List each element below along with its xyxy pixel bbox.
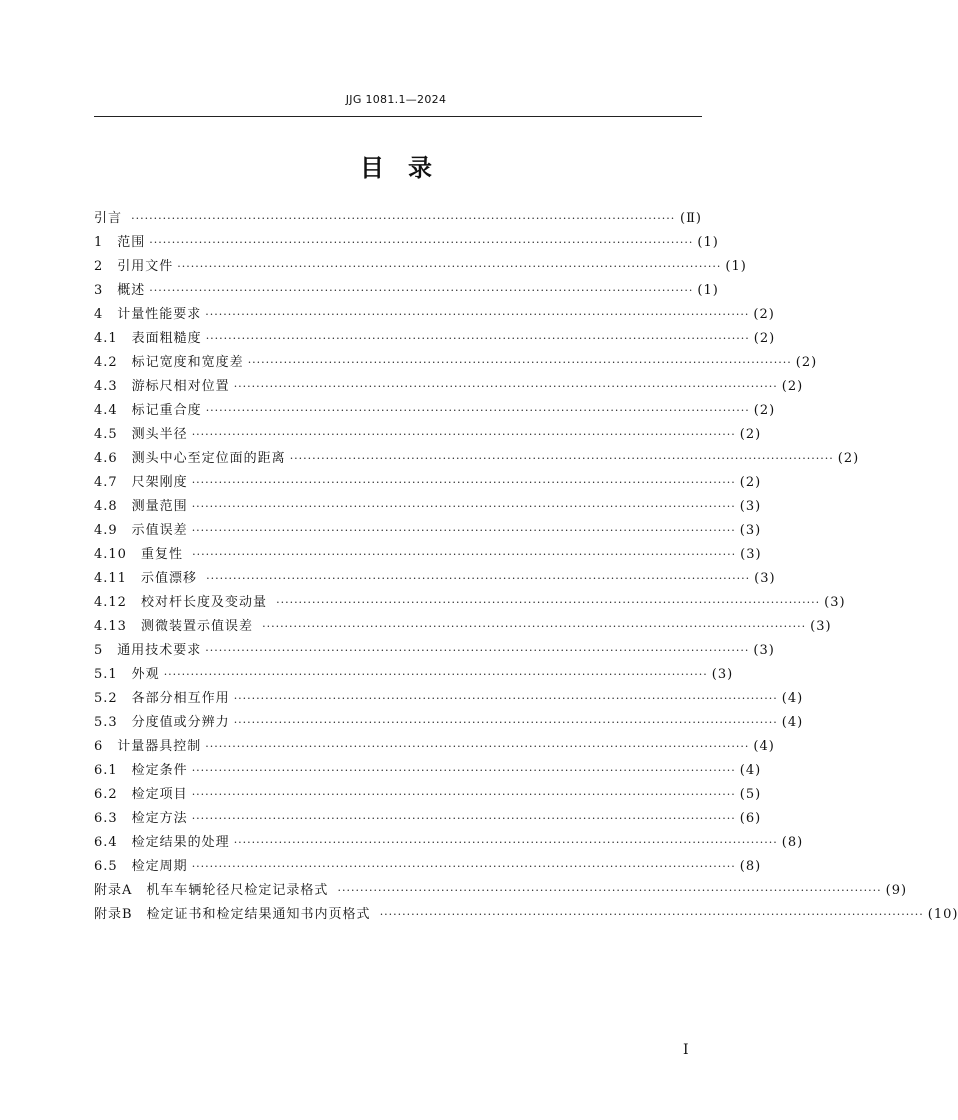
toc-entry-label: 4.6 测头中心至定位面的距离 xyxy=(94,451,286,466)
toc-entry[interactable] xyxy=(94,831,804,855)
toc-entry-page: (10) xyxy=(927,907,958,922)
header-divider xyxy=(94,116,702,117)
toc-entry-label: 6 计量器具控制 xyxy=(94,739,202,754)
toc-entry[interactable] xyxy=(94,663,734,687)
toc-dot-leader: ························································································································· xyxy=(205,404,750,417)
toc-entry-page: (5) xyxy=(739,787,762,802)
toc-entry-page: (2) xyxy=(753,331,776,346)
toc-dot-leader: ························································································································· xyxy=(131,212,676,225)
toc-entry-label: 2 引用文件 xyxy=(94,259,174,274)
toc-entry-label: 附录B 检定证书和检定结果通知书内页格式 xyxy=(94,907,376,922)
toc-entry[interactable] xyxy=(94,735,775,759)
toc-entry-label: 6.1 检定条件 xyxy=(94,763,188,778)
toc-dot-leader: ························································································································· xyxy=(233,836,778,849)
toc-entry-page: (2) xyxy=(739,427,762,442)
toc-entry-page: (3) xyxy=(711,667,734,682)
toc-dot-leader: ························································································································· xyxy=(205,644,750,657)
page-title: 目 录 xyxy=(360,154,432,182)
toc-entry-page: (3) xyxy=(740,547,762,562)
toc-entry-label: 4.2 标记宽度和宽度差 xyxy=(94,355,244,370)
toc-entry[interactable] xyxy=(94,351,818,375)
toc-entry-page: (8) xyxy=(781,835,804,850)
toc-entry-page: (2) xyxy=(753,403,776,418)
toc-dot-leader: ························································································································· xyxy=(149,236,694,249)
toc-dot-leader: ························································································································· xyxy=(233,692,778,705)
toc-entry-label: 5.1 外观 xyxy=(94,667,160,682)
toc-entry-label: 4.13 测微装置示值误差 xyxy=(94,619,259,634)
toc-entry-page: (9) xyxy=(885,883,908,898)
toc-entry[interactable] xyxy=(94,375,804,399)
toc-entry[interactable] xyxy=(94,567,776,591)
toc-entry[interactable] xyxy=(94,399,776,423)
toc-entry-page: (4) xyxy=(753,739,775,754)
toc-dot-leader: ························································································································· xyxy=(337,884,882,897)
page-number: I xyxy=(683,1042,689,1058)
toc-entry-label: 6.3 检定方法 xyxy=(94,811,188,826)
toc-entry-label: 4 计量性能要求 xyxy=(94,307,202,322)
toc-dot-leader: ························································································································· xyxy=(262,620,807,633)
toc-dot-leader: ························································································································· xyxy=(191,764,736,777)
toc-entry-label: 4.9 示值误差 xyxy=(94,523,188,538)
toc-dot-leader: ························································································································· xyxy=(191,524,736,537)
toc-entry-page: (4) xyxy=(781,715,804,730)
toc-entry-page: (3) xyxy=(739,499,762,514)
toc-entry-label: 3 概述 xyxy=(94,283,146,298)
toc-dot-leader: ························································································································· xyxy=(191,812,736,825)
toc-entry-label: 4.4 标记重合度 xyxy=(94,403,202,418)
toc-dot-leader: ························································································································· xyxy=(205,740,750,753)
toc-entry[interactable] xyxy=(94,687,804,711)
toc-entry-page: (2) xyxy=(753,307,775,322)
toc-entry-label: 4.11 示值漂移 xyxy=(94,571,203,586)
toc-entry[interactable] xyxy=(94,279,719,303)
toc-entry-label: 引言 xyxy=(94,211,128,226)
toc-entry-label: 5 通用技术要求 xyxy=(94,643,202,658)
toc-dot-leader: ························································································································· xyxy=(191,476,736,489)
toc-entry[interactable] xyxy=(94,639,775,663)
toc-entry-label: 4.7 尺架刚度 xyxy=(94,475,188,490)
toc-entry-label: 4.12 校对杆长度及变动量 xyxy=(94,595,273,610)
toc-entry-page: (2) xyxy=(739,475,762,490)
toc-entry[interactable] xyxy=(94,471,762,495)
toc-entry-label: 6.5 检定周期 xyxy=(94,859,188,874)
toc-entry-label: 4.5 测头半径 xyxy=(94,427,188,442)
toc-entry[interactable] xyxy=(94,783,762,807)
toc-entry[interactable] xyxy=(94,519,762,543)
toc-dot-leader: ························································································································· xyxy=(206,572,751,585)
toc-entry-label: 5.2 各部分相互作用 xyxy=(94,691,230,706)
toc-entry-label: 4.8 测量范围 xyxy=(94,499,188,514)
toc-dot-leader: ························································································································· xyxy=(163,668,708,681)
toc-dot-leader: ························································································································· xyxy=(149,284,694,297)
toc-entry-label: 6.4 检定结果的处理 xyxy=(94,835,230,850)
toc-entry-page: (4) xyxy=(739,763,762,778)
toc-entry[interactable] xyxy=(94,759,762,783)
toc-entry-label: 6.2 检定项目 xyxy=(94,787,188,802)
toc-dot-leader: ························································································································· xyxy=(205,308,750,321)
toc-entry-page: (8) xyxy=(739,859,762,874)
toc-entry[interactable] xyxy=(94,495,762,519)
toc-entry[interactable] xyxy=(94,423,762,447)
toc-dot-leader: ························································································································· xyxy=(233,716,778,729)
toc-entry-label: 4.3 游标尺相对位置 xyxy=(94,379,230,394)
toc-entry[interactable] xyxy=(94,303,775,327)
toc-entry[interactable] xyxy=(94,447,860,471)
toc-entry-page: (2) xyxy=(795,355,818,370)
toc-dot-leader: ························································································································· xyxy=(192,548,737,561)
toc-entry-page: (1) xyxy=(697,283,719,298)
toc-dot-leader: ························································································································· xyxy=(191,788,736,801)
toc-entry[interactable] xyxy=(94,255,747,279)
toc-entry-label: 4.10 重复性 xyxy=(94,547,189,562)
standard-code-header: JJG 1081.1—2024 xyxy=(345,93,447,106)
toc-dot-leader: ························································································································· xyxy=(177,260,722,273)
toc-entry[interactable] xyxy=(94,327,776,351)
toc-dot-leader: ························································································································· xyxy=(205,332,750,345)
toc-entry-page: (4) xyxy=(781,691,804,706)
toc-entry[interactable] xyxy=(94,879,908,903)
toc-dot-leader: ························································································································· xyxy=(191,860,736,873)
toc-entry[interactable] xyxy=(94,207,702,231)
toc-entry-label: 5.3 分度值或分辨力 xyxy=(94,715,230,730)
toc-dot-leader: ························································································································· xyxy=(247,356,792,369)
toc-entry-page: (1) xyxy=(725,259,747,274)
toc-entry[interactable] xyxy=(94,543,762,567)
toc-entry-page: (6) xyxy=(739,811,762,826)
toc-dot-leader: ························································································································· xyxy=(379,908,924,921)
toc-entry-label: 4.1 表面粗糙度 xyxy=(94,331,202,346)
toc-entry-page: (3) xyxy=(753,643,775,658)
toc-entry[interactable] xyxy=(94,711,804,735)
toc-entry-page: (3) xyxy=(824,595,846,610)
toc-entry[interactable] xyxy=(94,615,832,639)
toc-entry-page: (2) xyxy=(837,451,860,466)
toc-entry-page: (2) xyxy=(781,379,804,394)
table-of-contents xyxy=(94,207,958,927)
toc-dot-leader: ························································································································· xyxy=(191,428,736,441)
toc-entry[interactable] xyxy=(94,855,762,879)
toc-dot-leader: ························································································································· xyxy=(276,596,821,609)
toc-entry-page: (1) xyxy=(697,235,719,250)
toc-entry[interactable] xyxy=(94,591,846,615)
toc-entry-page: (3) xyxy=(754,571,776,586)
toc-dot-leader: ························································································································· xyxy=(191,500,736,513)
toc-entry[interactable] xyxy=(94,903,958,927)
toc-entry-label: 1 范围 xyxy=(94,235,146,250)
toc-entry-page: (3) xyxy=(739,523,762,538)
toc-entry-label: 附录A 机车车辆轮径尺检定记录格式 xyxy=(94,883,334,898)
toc-entry[interactable] xyxy=(94,807,762,831)
toc-entry-page: (Ⅱ) xyxy=(680,211,702,226)
toc-dot-leader: ························································································································· xyxy=(233,380,778,393)
toc-entry-page: (3) xyxy=(810,619,832,634)
toc-dot-leader: ························································································································· xyxy=(289,452,834,465)
toc-entry[interactable] xyxy=(94,231,719,255)
